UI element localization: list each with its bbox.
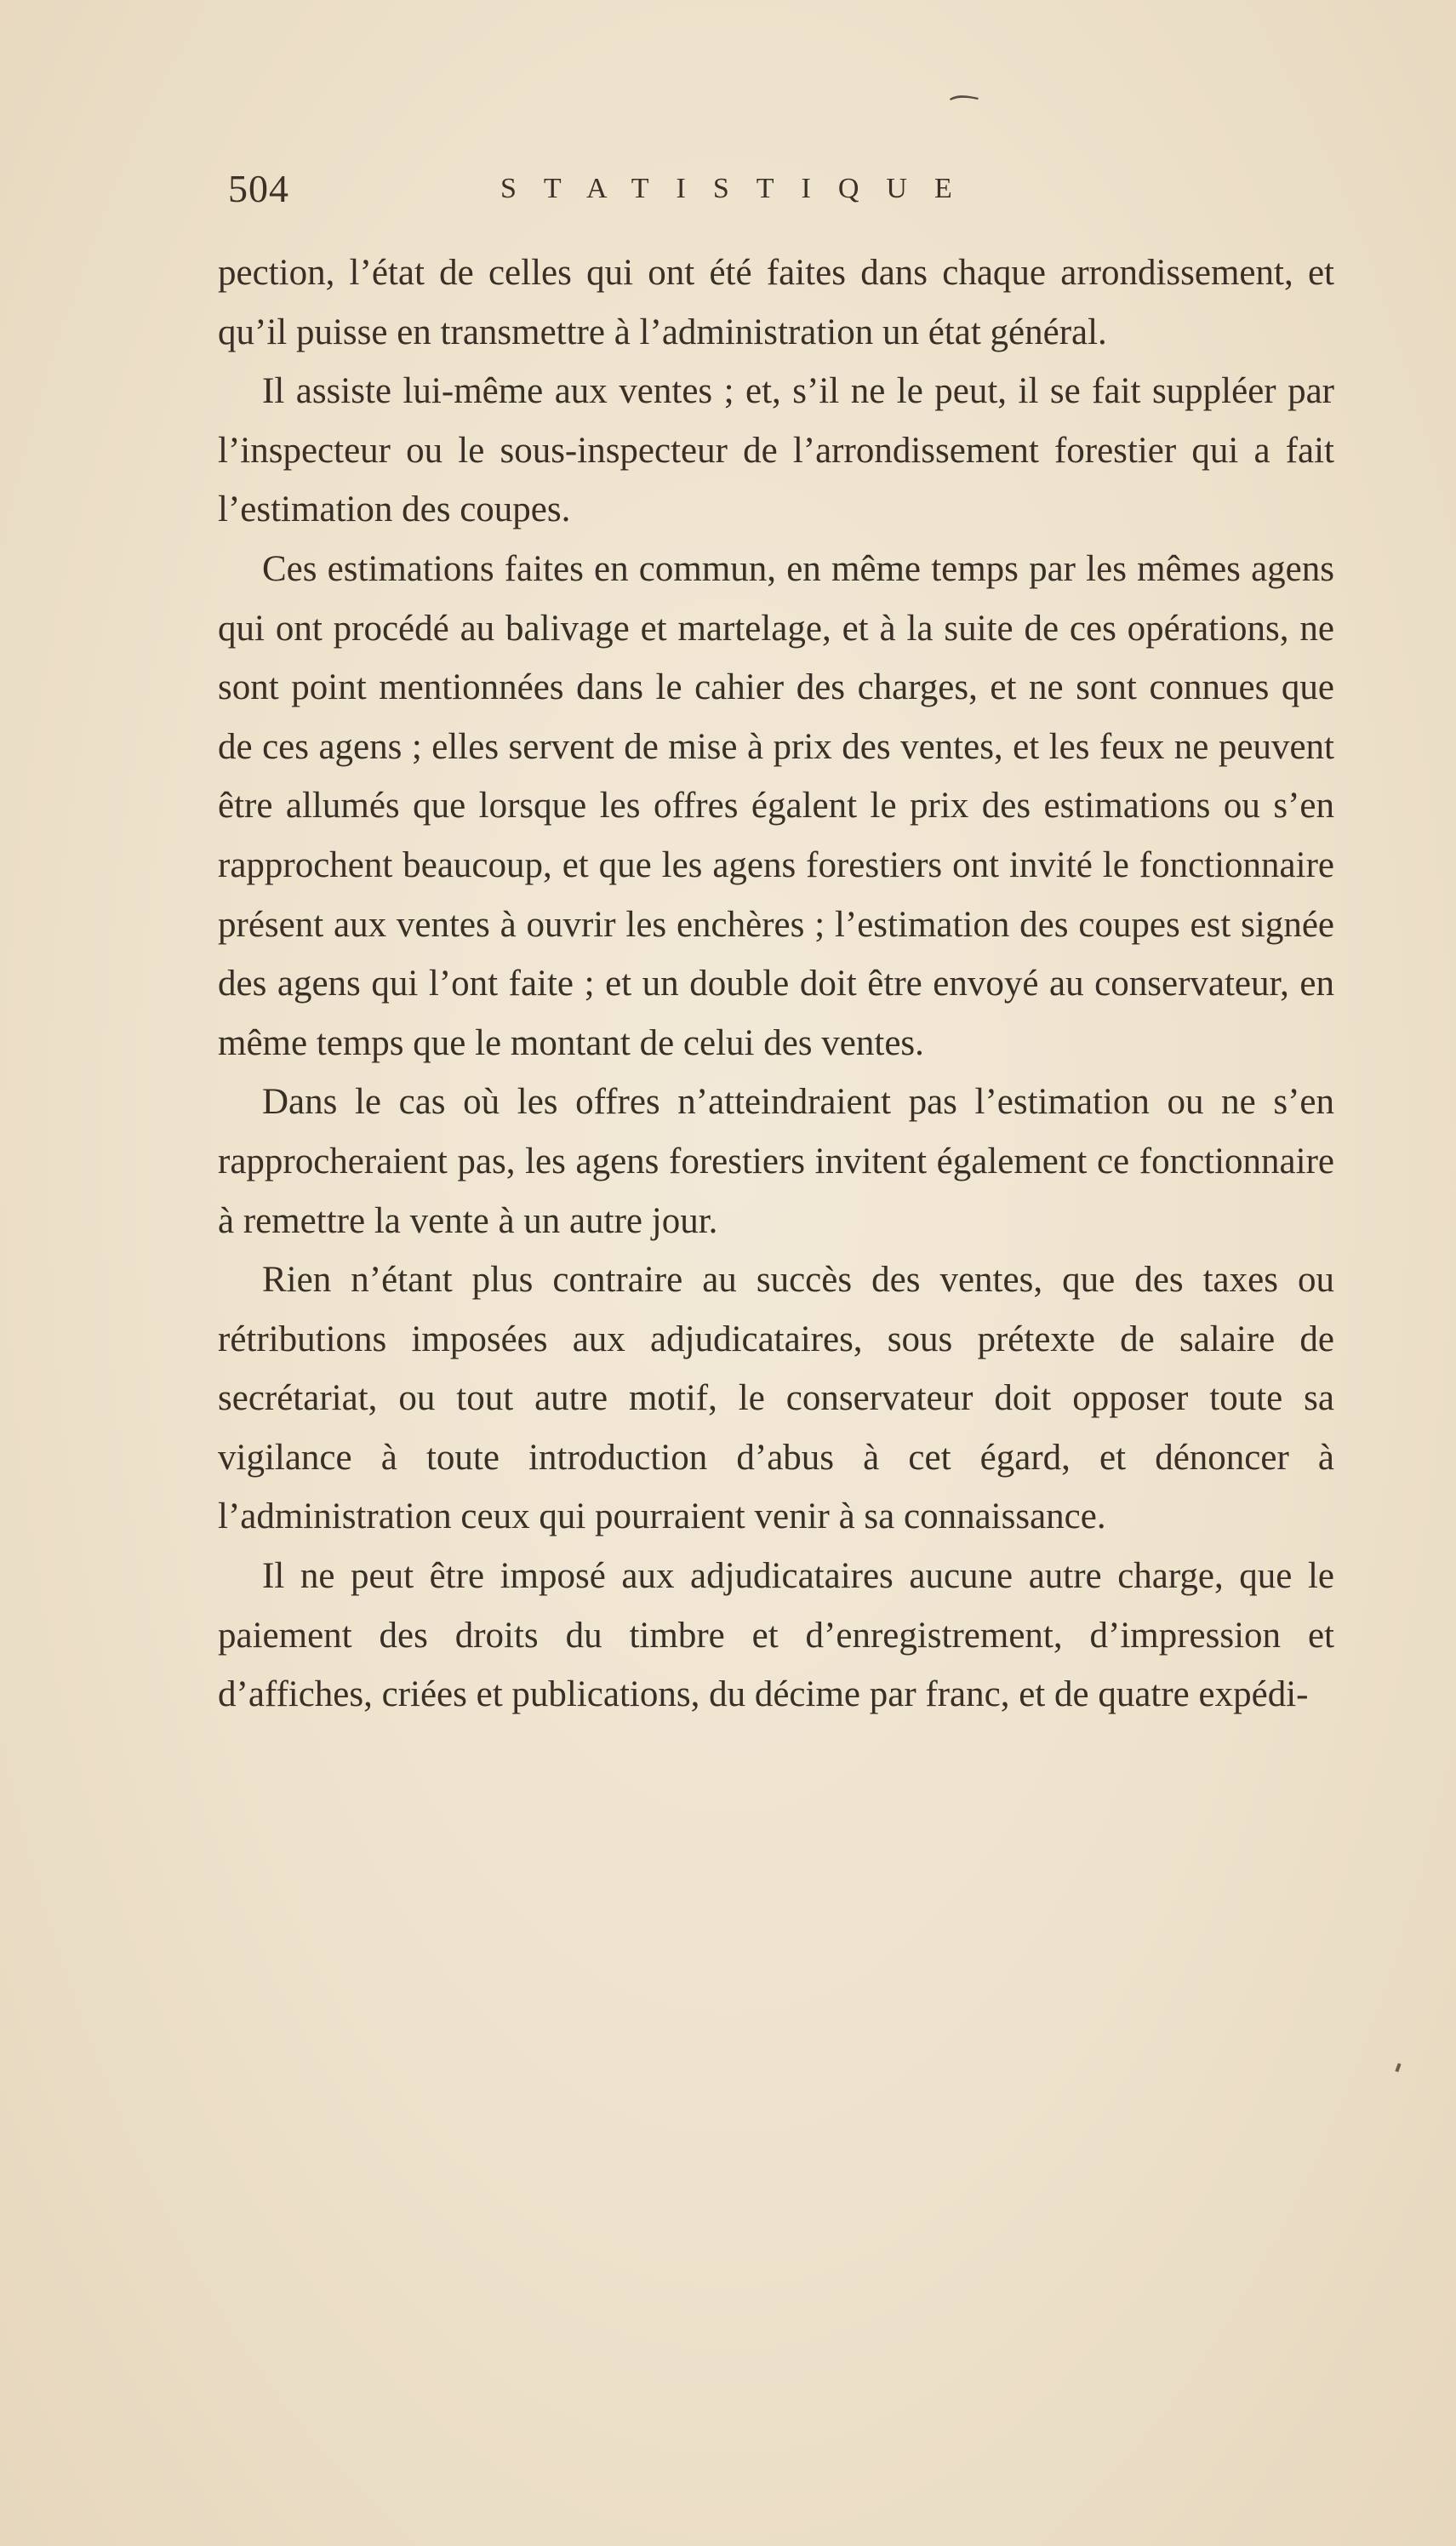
paragraph: Il ne peut être imposé aux adjudicataires aucune autre charge, que le paiement des droits du timbre et d’enregistrement, d’impression et d’affiches, criées et publications, du décime par franc, et de quatre expédi- — [218, 1556, 1334, 1715]
page-number: 504 — [228, 167, 289, 210]
paragraph: Dans le cas où les offres n’atteindraient pas l’estimation ou ne s’en rapprocheraient pas, les agens forestiers invitent également ce fonctionnaire à remettre la vente à un autre jour. — [218, 1082, 1334, 1241]
paragraph: Rien n’étant plus contraire au succès des ventes, que des taxes ou rétributions imposées aux adjudicataires, sous prétexte de salaire de secrétariat, ou tout autre motif, le conservateur doit opposer toute sa vigilance à toute introduction d’abus à cet égard, et dénoncer à l’administration ceux qui pourraient venir à sa connaissance. — [218, 1260, 1334, 1537]
body-text — [218, 243, 1334, 1725]
page-header — [228, 166, 1334, 217]
paragraph: Il assiste lui-même aux ventes ; et, s’il ne le peut, il se fait suppléer par l’inspecteur ou le sous-inspecteur de l’arrondissement forestier qui a fait l’estimation des coupes. — [218, 371, 1334, 530]
paragraph-continuation: pection, l’état de celles qui ont été faites dans chaque arrondissement, et qu’il puisse en transmettre à l’administration un état général. — [218, 253, 1334, 352]
ink-speck — [1395, 2063, 1401, 2073]
paragraph: Ces estimations faites en commun, en même temps par les mêmes agens qui ont procédé au balivage et martelage, et à la suite de ces opérations, ne sont point mentionnées dans le cahier des charges, et ne sont connues que de ces agens ; elles servent de mise à prix des ventes, et les feux ne peuvent être allumés que lorsque les offres égalent le prix des estimations ou s’en rapprochent beaucoup, et que les agens forestiers ont invité le fonctionnaire présent aux ventes à ouvrir les enchères ; l’estimation des coupes est signée des agens qui l’ont faite ; et un double doit être envoyé au conservateur, en même temps que le montant de celui des ventes. — [218, 548, 1334, 1063]
running-head: STATISTIQUE — [500, 173, 979, 204]
printer-ornament-icon — [949, 94, 979, 102]
